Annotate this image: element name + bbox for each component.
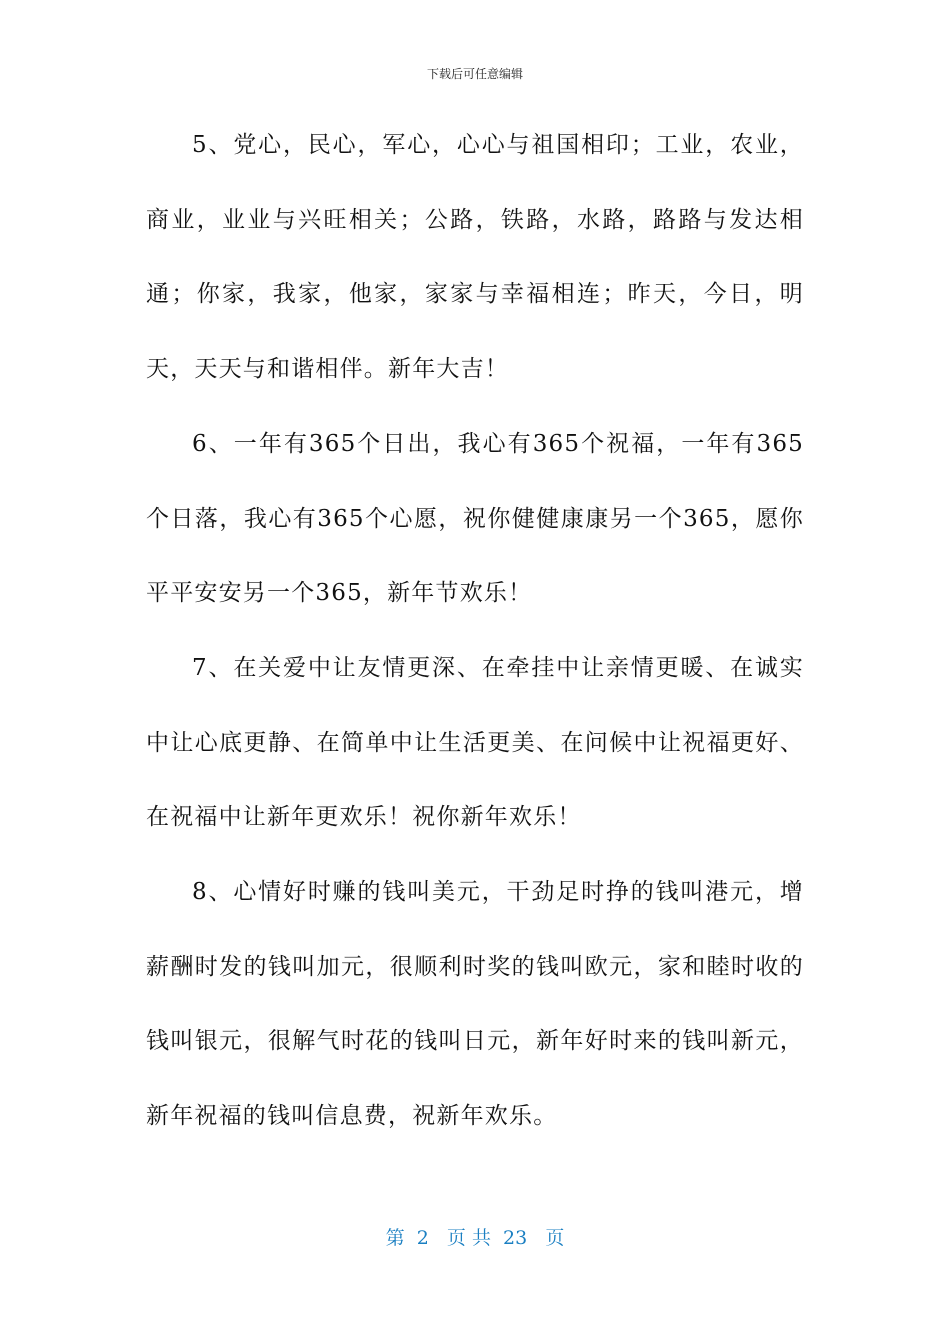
paragraph-5: 5、党心，民心，军心，心心与祖国相印；工业，农业，商业，业业与兴旺相关；公路，铁路，水路，路路与发达相通；你家，我家，他家，家家与幸福相连；昨天，今日，明天，天天与和谐相伴。新年大吉！ [146, 132, 804, 383]
paragraph-7: 7、在关爱中让友情更深、在牵挂中让亲情更暖、在诚实中让心底更静、在简单中让生活更美、在问候中让祝福更好、在祝福中让新年更欢乐！祝你新年欢乐！ [146, 654, 804, 831]
document-body [146, 108, 804, 1154]
page-number-footer: 第 2 页 共 23 页 [385, 1227, 565, 1249]
paragraph-8: 8、心情好时赚的钱叫美元，干劲足时挣的钱叫港元，增薪酬时发的钱叫加元，很顺利时奖的钱叫欧元，家和睦时收的钱叫银元，很解气时花的钱叫日元，新年好时来的钱叫新元，新年祝福的钱叫信息费，祝新年欢乐。 [146, 879, 804, 1130]
header-note: 下载后可任意编辑 [426, 67, 523, 81]
paragraph-6: 6、一年有365个日出，我心有365个祝福，一年有365个日落，我心有365个心愿，祝你健健康康另一个365，愿你平平安安另一个365，新年节欢乐！ [146, 430, 804, 607]
